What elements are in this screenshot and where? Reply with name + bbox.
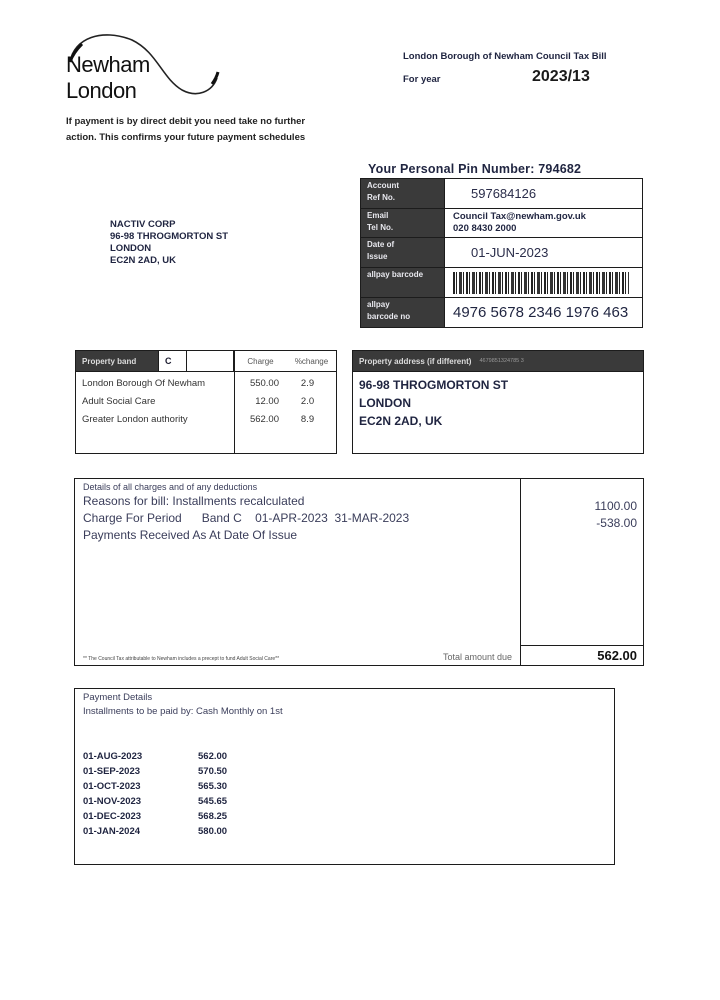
- installment-amount: 565.30: [198, 781, 228, 792]
- barcode-image: [445, 268, 642, 297]
- bill-title: London Borough of Newham Council Tax Bill: [403, 51, 607, 62]
- payment-details-box: [74, 688, 615, 865]
- band-row-pct: 2.0: [300, 395, 315, 407]
- barcode-icon: [453, 272, 629, 294]
- installment-row: [83, 764, 606, 779]
- installment-row: [83, 824, 606, 839]
- barcode-no-label: [361, 298, 445, 327]
- contact-value: [445, 209, 642, 237]
- property-ref-number: 4679851324785 3: [479, 358, 524, 364]
- band-row-name: Adult Social Care: [82, 395, 156, 407]
- direct-debit-note-line1: If payment is by direct debit you need take no further: [66, 116, 306, 127]
- account-ref-label-line1: Account: [367, 181, 399, 190]
- issue-date-label: [361, 238, 445, 267]
- property-address-label: Property address (if different): [359, 356, 472, 366]
- total-amount-label: Total amount due: [442, 652, 512, 662]
- installment-date: 01-JAN-2024: [83, 826, 141, 837]
- account-ref-label: [361, 179, 445, 208]
- bill-reason: Reasons for bill: Installments recalculated: [83, 494, 305, 508]
- direct-debit-note: [66, 114, 305, 146]
- barcode-no-value: 4976 5678 2346 1976 463: [453, 304, 629, 321]
- contact-label: [361, 209, 445, 237]
- account-info-box: [360, 178, 643, 328]
- year-value: 2023/13: [532, 68, 590, 85]
- payment-details-heading: Payment Details: [83, 692, 153, 703]
- payments-received: Payments Received As At Date Of Issue: [83, 528, 298, 542]
- account-ref-label-line2: Ref No.: [367, 193, 395, 202]
- band-rows: [76, 372, 336, 428]
- charges-details: [75, 479, 521, 665]
- band-row: [76, 374, 336, 392]
- property-street: 96-98 THROGMORTON ST: [359, 378, 509, 392]
- installment-amount: 545.65: [198, 796, 228, 807]
- issue-date-row: [361, 238, 642, 268]
- band-row-pct: 2.9: [300, 377, 315, 389]
- property-band-value: C: [159, 351, 187, 371]
- personal-pin: Your Personal Pin Number: 794682: [368, 162, 582, 176]
- charges-heading: Details of all charges and of any deductions: [83, 482, 258, 492]
- direct-debit-note-line2: action. This confirms your future payment schedules: [66, 132, 306, 143]
- newham-logo: [62, 28, 222, 103]
- band-header-blank: [187, 351, 234, 371]
- barcode-label: allpay barcode: [361, 268, 445, 297]
- total-amount-due: 562.00: [521, 645, 643, 665]
- recipient-street: 96-98 THROGMORTON ST: [110, 231, 229, 242]
- barcode-no-label-line2: barcode no: [367, 312, 411, 321]
- year-label: For year: [403, 74, 441, 85]
- barcode-row: [361, 268, 642, 298]
- payment-method: Installments to be paid by: Cash Monthly on 1st: [83, 706, 283, 717]
- band-row-name: Greater London authority: [82, 413, 188, 425]
- band-row: [76, 410, 336, 428]
- recipient-postcode: EC2N 2AD, UK: [110, 255, 176, 266]
- installment-amount: 562.00: [198, 751, 228, 762]
- tel-value: 020 8430 2000: [453, 223, 517, 234]
- installment-date: 01-OCT-2023: [83, 781, 141, 792]
- installment-date: 01-DEC-2023: [83, 811, 142, 822]
- property-address-header: [353, 351, 643, 372]
- installment-row: [83, 809, 606, 824]
- installment-amount: 570.50: [198, 766, 228, 777]
- installment-row: [83, 794, 606, 809]
- installment-date: 01-AUG-2023: [83, 751, 143, 762]
- installment-amount: 580.00: [198, 826, 228, 837]
- email-label: Email: [367, 211, 389, 220]
- installment-row: [83, 779, 606, 794]
- band-column-divider: [234, 351, 235, 453]
- installment-schedule: [83, 749, 606, 839]
- property-postcode: EC2N 2AD, UK: [359, 414, 443, 428]
- charge-column-header: Charge: [247, 356, 274, 366]
- installment-row: [83, 749, 606, 764]
- band-row-pct: 8.9: [300, 413, 315, 425]
- installment-date: 01-NOV-2023: [83, 796, 142, 807]
- charge-amount: 1100.00: [594, 499, 637, 513]
- recipient-address: [110, 219, 228, 267]
- charge-period: Charge For Period Band C 01-APR-2023 31-MAR-2023: [83, 511, 410, 525]
- band-row-charge: 550.00: [249, 377, 279, 389]
- account-ref-value: 597684126: [471, 186, 537, 201]
- pct-change-column-header: %change: [294, 356, 329, 366]
- recipient-name: NACTIV CORP: [110, 219, 176, 230]
- property-address-lines: [353, 372, 643, 434]
- logo-text: Newham London: [66, 52, 150, 103]
- barcode-no-label-line1: allpay: [367, 300, 390, 309]
- property-band-table: [75, 350, 337, 454]
- installment-date: 01-SEP-2023: [83, 766, 141, 777]
- band-row-charge: 12.00: [255, 395, 279, 407]
- installment-amount: 568.25: [198, 811, 228, 822]
- property-city: LONDON: [359, 396, 411, 410]
- contact-row: [361, 209, 642, 238]
- band-table-header: [76, 351, 336, 372]
- issue-date-label-line1: Date of: [367, 240, 395, 249]
- tel-label: Tel No.: [367, 223, 394, 232]
- payment-amount: -538.00: [596, 516, 637, 530]
- band-row: [76, 392, 336, 410]
- issue-date-value: 01-JUN-2023: [471, 245, 549, 260]
- band-row-charge: 562.00: [249, 413, 279, 425]
- account-ref-row: [361, 179, 642, 209]
- adult-social-care-footnote: ** The Council Tax attributable to Newham includes a precept to fund Adult Social Care**: [83, 656, 280, 662]
- property-address-box: [352, 350, 644, 454]
- band-row-name: London Borough Of Newham: [82, 377, 206, 389]
- issue-date-label-line2: Issue: [367, 252, 388, 261]
- charges-amounts: [521, 479, 643, 665]
- property-band-label: Property band: [76, 351, 159, 371]
- barcode-no-row: [361, 298, 642, 327]
- email-link[interactable]: Council Tax@newham.gov.uk: [453, 211, 586, 222]
- charges-box: [74, 478, 644, 666]
- recipient-city: LONDON: [110, 243, 152, 254]
